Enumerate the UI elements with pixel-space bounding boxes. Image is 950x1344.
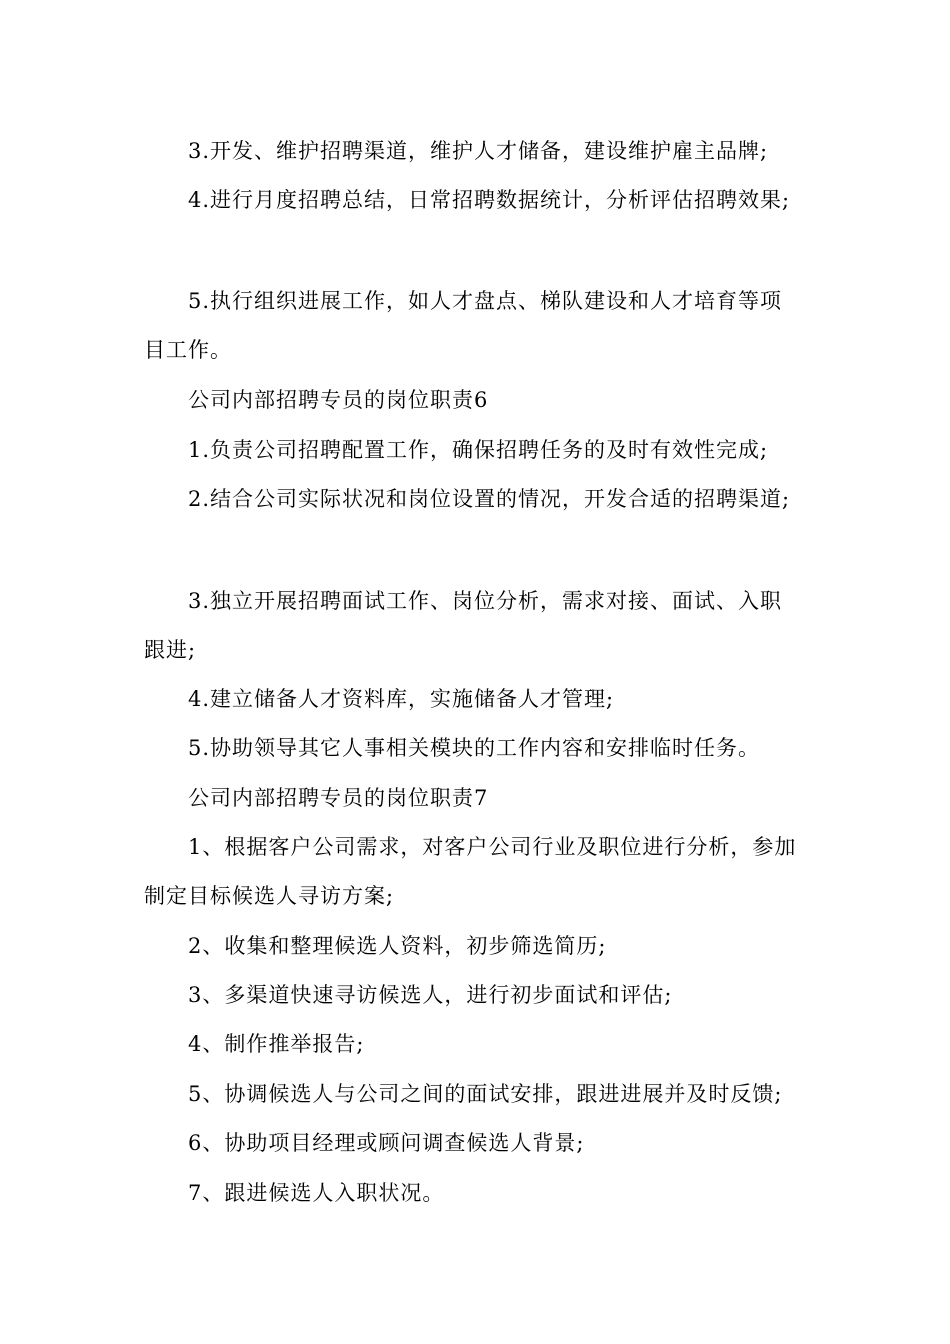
- section-6-heading: 公司内部招聘专员的岗位职责6: [188, 388, 489, 412]
- paragraph-item-5-continuation: 目工作。: [144, 338, 232, 362]
- paragraph-item-5: 5.执行组织进展工作，如人才盘点、梯队建设和人才培育等项: [188, 289, 783, 313]
- paragraph-item-3: 3.开发、维护招聘渠道，维护人才储备，建设维护雇主品牌;: [188, 139, 769, 163]
- section-7-item-1-continuation: 制定目标候选人寻访方案;: [144, 884, 395, 908]
- section-7-item-7: 7、跟进候选人入职状况。: [188, 1181, 445, 1205]
- section-7-item-5: 5、协调候选人与公司之间的面试安排，跟进进展并及时反馈;: [188, 1082, 783, 1106]
- section-7-heading: 公司内部招聘专员的岗位职责7: [188, 786, 489, 810]
- section-6-item-3-continuation: 跟进;: [144, 638, 197, 662]
- section-6-item-2: 2.结合公司实际状况和岗位设置的情况，开发合适的招聘渠道;: [188, 487, 791, 511]
- section-6-item-4: 4.建立储备人才资料库，实施储备人才管理;: [188, 687, 615, 711]
- section-6-item-5: 5.协助领导其它人事相关模块的工作内容和安排临时任务。: [188, 736, 761, 760]
- section-7-item-4: 4、制作推举报告;: [188, 1032, 365, 1056]
- section-6-item-3: 3.独立开展招聘面试工作、岗位分析，需求对接、面试、入职: [188, 589, 783, 613]
- section-7-item-3: 3、多渠道快速寻访候选人，进行初步面试和评估;: [188, 983, 673, 1007]
- paragraph-item-4: 4.进行月度招聘总结，日常招聘数据统计，分析评估招聘效果;: [188, 188, 791, 212]
- section-7-item-2: 2、收集和整理候选人资料，初步筛选简历;: [188, 934, 607, 958]
- section-7-item-1: 1、根据客户公司需求，对客户公司行业及职位进行分析，参加: [188, 835, 797, 859]
- section-6-item-1: 1.负责公司招聘配置工作，确保招聘任务的及时有效性完成;: [188, 438, 769, 462]
- section-7-item-6: 6、协助项目经理或顾问调查候选人背景;: [188, 1131, 585, 1155]
